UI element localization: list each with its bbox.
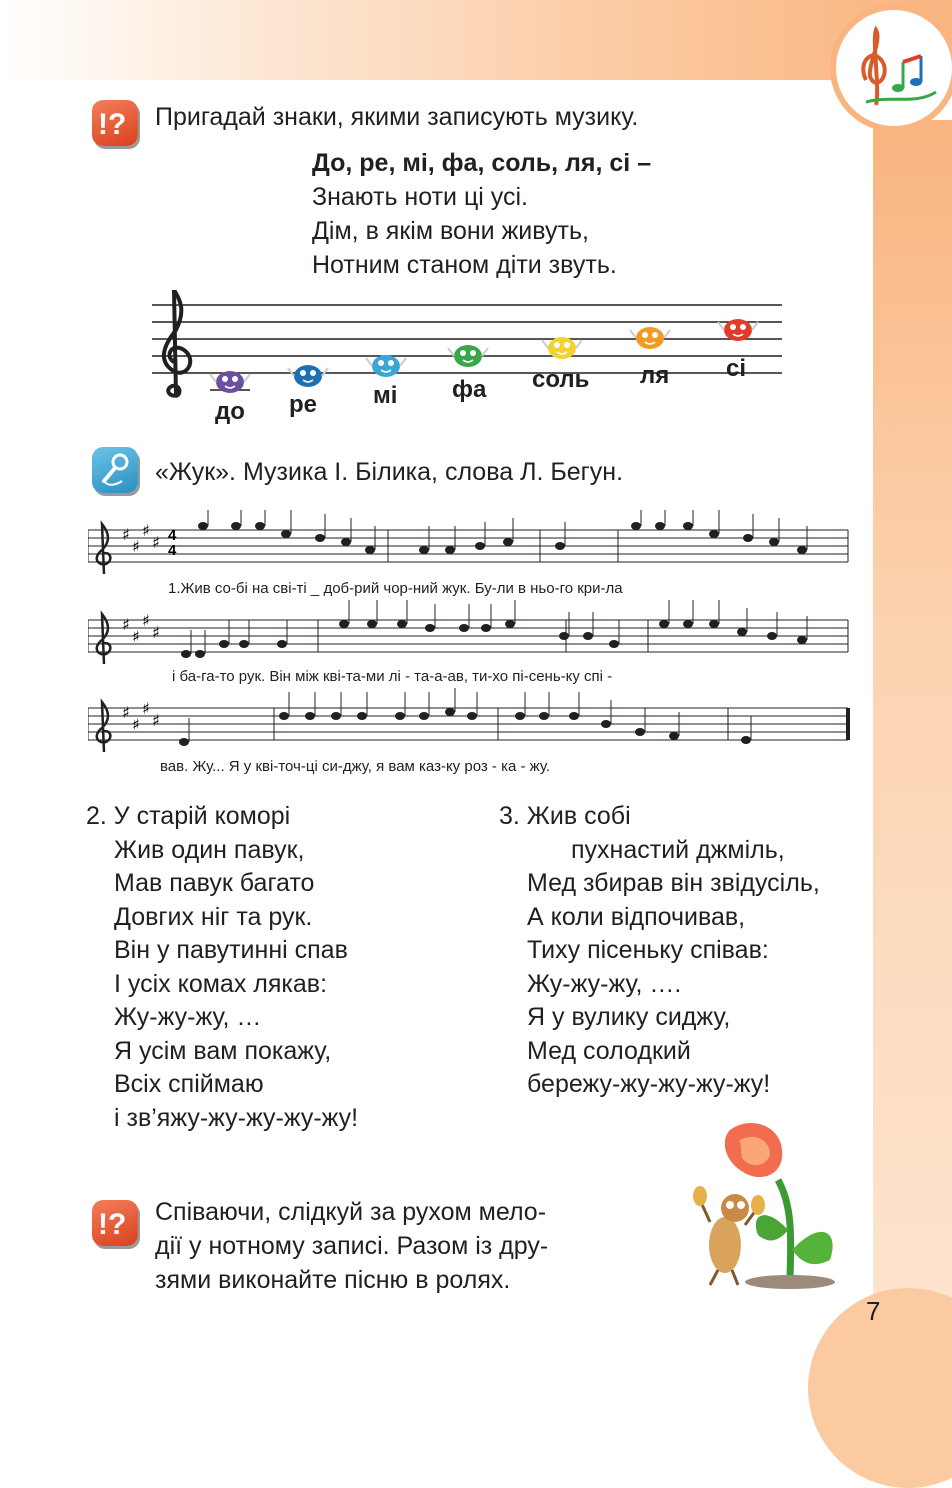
- note-head: [669, 732, 679, 740]
- sharp-sign: ♯: [132, 715, 140, 734]
- note-head: [709, 620, 719, 628]
- verse-line: А коли відпочивав,: [527, 902, 746, 931]
- note-head: [305, 712, 315, 720]
- treble-clef-music-icon: [836, 10, 952, 126]
- note-head: [601, 720, 611, 728]
- prompt-line: зями виконайте пісню в ролях.: [155, 1266, 511, 1294]
- note-head: [683, 522, 693, 530]
- sharp-sign: ♯: [122, 615, 130, 634]
- flower-and-bug-illustration: [670, 1110, 850, 1290]
- lyrics-line-2: і ба-га-то рук. Він між кві-та-ми лі - та-а-ав, ти-хо пі-сень-ку спі -: [172, 668, 613, 685]
- sharp-sign: ♯: [132, 537, 140, 556]
- note-head: [515, 712, 525, 720]
- verse-line: бережу-жу-жу-жу-жу!: [527, 1070, 771, 1098]
- note-head: [481, 624, 491, 632]
- verse-line: Він у павутинні спав: [114, 936, 348, 964]
- verse-line: Мав павук багато: [114, 869, 315, 897]
- note-head: [315, 534, 325, 542]
- note-head: [198, 522, 208, 530]
- treble-clef-icon: [164, 290, 190, 396]
- song-title: «Жук». Музика І. Білика, слова Л. Бегун.: [155, 458, 624, 486]
- note-head: [179, 738, 189, 746]
- note-head: [195, 650, 205, 658]
- music-score: [88, 510, 853, 785]
- note-head: [219, 640, 229, 648]
- verse-line: Жив один павук,: [114, 835, 305, 864]
- note-head: [397, 620, 407, 628]
- prompt-line: дії у нотному записі. Разом із дру-: [155, 1232, 549, 1260]
- sharp-sign: ♯: [142, 521, 150, 540]
- side-band: [873, 120, 952, 1394]
- note-head: [737, 628, 747, 636]
- note-head: [281, 530, 291, 538]
- note-head: [231, 522, 241, 530]
- treble-clef-icon: [97, 524, 111, 574]
- lyrics-line-3: вав. Жу... Я у кві-точ-ці си-джу, я вам каз-ку роз - ка - жу.: [160, 758, 551, 775]
- note-head: [341, 538, 351, 546]
- note-head: [743, 534, 753, 542]
- note-head: [425, 624, 435, 632]
- note-head: [769, 538, 779, 546]
- note-head: [395, 712, 405, 720]
- poem: [312, 146, 651, 282]
- note-head: [767, 632, 777, 640]
- verse-line: Я у вулику сиджу,: [527, 1003, 731, 1031]
- note-head: [255, 522, 265, 530]
- note-head: [569, 712, 579, 720]
- svg-text:!?: !?: [98, 108, 127, 141]
- sharp-sign: ♯: [152, 533, 160, 552]
- note-head: [475, 542, 485, 550]
- verse-line: пухнастий джміль,: [571, 835, 785, 864]
- verse-line: Я усім вам покажу,: [114, 1036, 332, 1065]
- prompt-recall-signs: Пригадай знаки, якими записують музику.: [155, 103, 639, 131]
- note-head: [539, 712, 549, 720]
- note-head: [239, 640, 249, 648]
- verse-line: І усіх комах лякав:: [114, 969, 328, 998]
- verse-line: Жу-жу-жу, …: [114, 1003, 262, 1031]
- note-head: [559, 632, 569, 640]
- note-label-fa: фа: [452, 376, 487, 403]
- sharp-sign: ♯: [142, 699, 150, 718]
- time-signature-top: 4: [168, 527, 177, 544]
- poem-line: Нотним станом діти звуть.: [312, 251, 617, 279]
- note-character-fa: [448, 345, 488, 367]
- note-head: [279, 712, 289, 720]
- treble-clef-icon: [97, 614, 111, 664]
- note-label-do: до: [215, 398, 245, 425]
- note-head: [683, 620, 693, 628]
- note-head: [339, 620, 349, 628]
- prompt-line: Співаючи, слідкуй за рухом мело-: [155, 1198, 547, 1226]
- verse-line: Мед збирав він звідусіль,: [527, 869, 820, 897]
- sharp-sign: ♯: [122, 703, 130, 722]
- page-number: 7: [866, 1296, 881, 1326]
- note-head: [365, 546, 375, 554]
- note-head: [797, 546, 807, 554]
- note-head: [459, 624, 469, 632]
- poem-line: Дім, в якім вони живуть,: [312, 217, 589, 245]
- note-head: [467, 712, 477, 720]
- note-head: [357, 712, 367, 720]
- verse-line: Довгих ніг та рук.: [114, 902, 313, 931]
- poem-line: Знають ноти ці усі.: [312, 183, 528, 211]
- verse-line: і зв’яжу-жу-жу-жу-жу!: [114, 1103, 359, 1132]
- sharp-sign: ♯: [132, 627, 140, 646]
- note-head: [631, 522, 641, 530]
- note-head: [583, 632, 593, 640]
- note-head: [609, 640, 619, 648]
- note-label-la: ля: [640, 362, 670, 389]
- note-label-mi: мі: [373, 382, 398, 409]
- note-label-re: ре: [289, 391, 318, 418]
- verse-line: Тиху пісеньку співав:: [527, 936, 769, 964]
- note-head: [659, 620, 669, 628]
- verse-line: 2. У старій коморі: [86, 802, 291, 830]
- note-head: [741, 736, 751, 744]
- note-head: [797, 636, 807, 644]
- note-head: [503, 538, 513, 546]
- note-head: [445, 708, 455, 716]
- svg-text:!?: !?: [98, 1208, 127, 1241]
- note-head: [331, 712, 341, 720]
- note-label-si: сі: [726, 355, 747, 382]
- microphone-icon: [92, 447, 138, 493]
- note-head: [635, 728, 645, 736]
- note-head: [555, 542, 565, 550]
- note-head: [367, 620, 377, 628]
- verse-line: 3. Жив собі: [499, 802, 631, 830]
- sharp-sign: ♯: [152, 623, 160, 642]
- note-head: [181, 650, 191, 658]
- lyrics-line-1: 1.Жив со-бі на сві-ті _ доб-рий чор-ний жук. Бу-ли в ньо-го кри-ла: [168, 580, 623, 597]
- sharp-sign: ♯: [142, 611, 150, 630]
- note-character-la: [630, 327, 670, 349]
- section-logo: [836, 10, 952, 126]
- note-label-sol: соль: [532, 366, 590, 393]
- verse-3: [499, 800, 820, 1102]
- note-head: [445, 546, 455, 554]
- note-head: [709, 530, 719, 538]
- verse-line: Мед солодкий: [527, 1036, 691, 1065]
- note-head: [277, 640, 287, 648]
- note-head: [419, 546, 429, 554]
- note-head: [655, 522, 665, 530]
- poem-line: До, ре, мі, фа, соль, ля, сі –: [312, 149, 652, 177]
- verse-2: [86, 800, 358, 1135]
- sharp-sign: ♯: [122, 525, 130, 544]
- verse-line: Жу-жу-жу, ….: [527, 969, 682, 998]
- note-head: [505, 620, 515, 628]
- time-signature-bottom: 4: [168, 542, 177, 559]
- header-band: [0, 0, 952, 80]
- treble-clef-icon: [97, 702, 111, 752]
- note-head: [419, 712, 429, 720]
- prompt-sing-along: [155, 1195, 548, 1297]
- question-exclamation-icon: [92, 100, 138, 146]
- verse-line: Всіх спіймаю: [114, 1070, 264, 1098]
- note-character-re: [288, 365, 328, 387]
- sharp-sign: ♯: [152, 711, 160, 730]
- question-exclamation-icon: [92, 1200, 138, 1246]
